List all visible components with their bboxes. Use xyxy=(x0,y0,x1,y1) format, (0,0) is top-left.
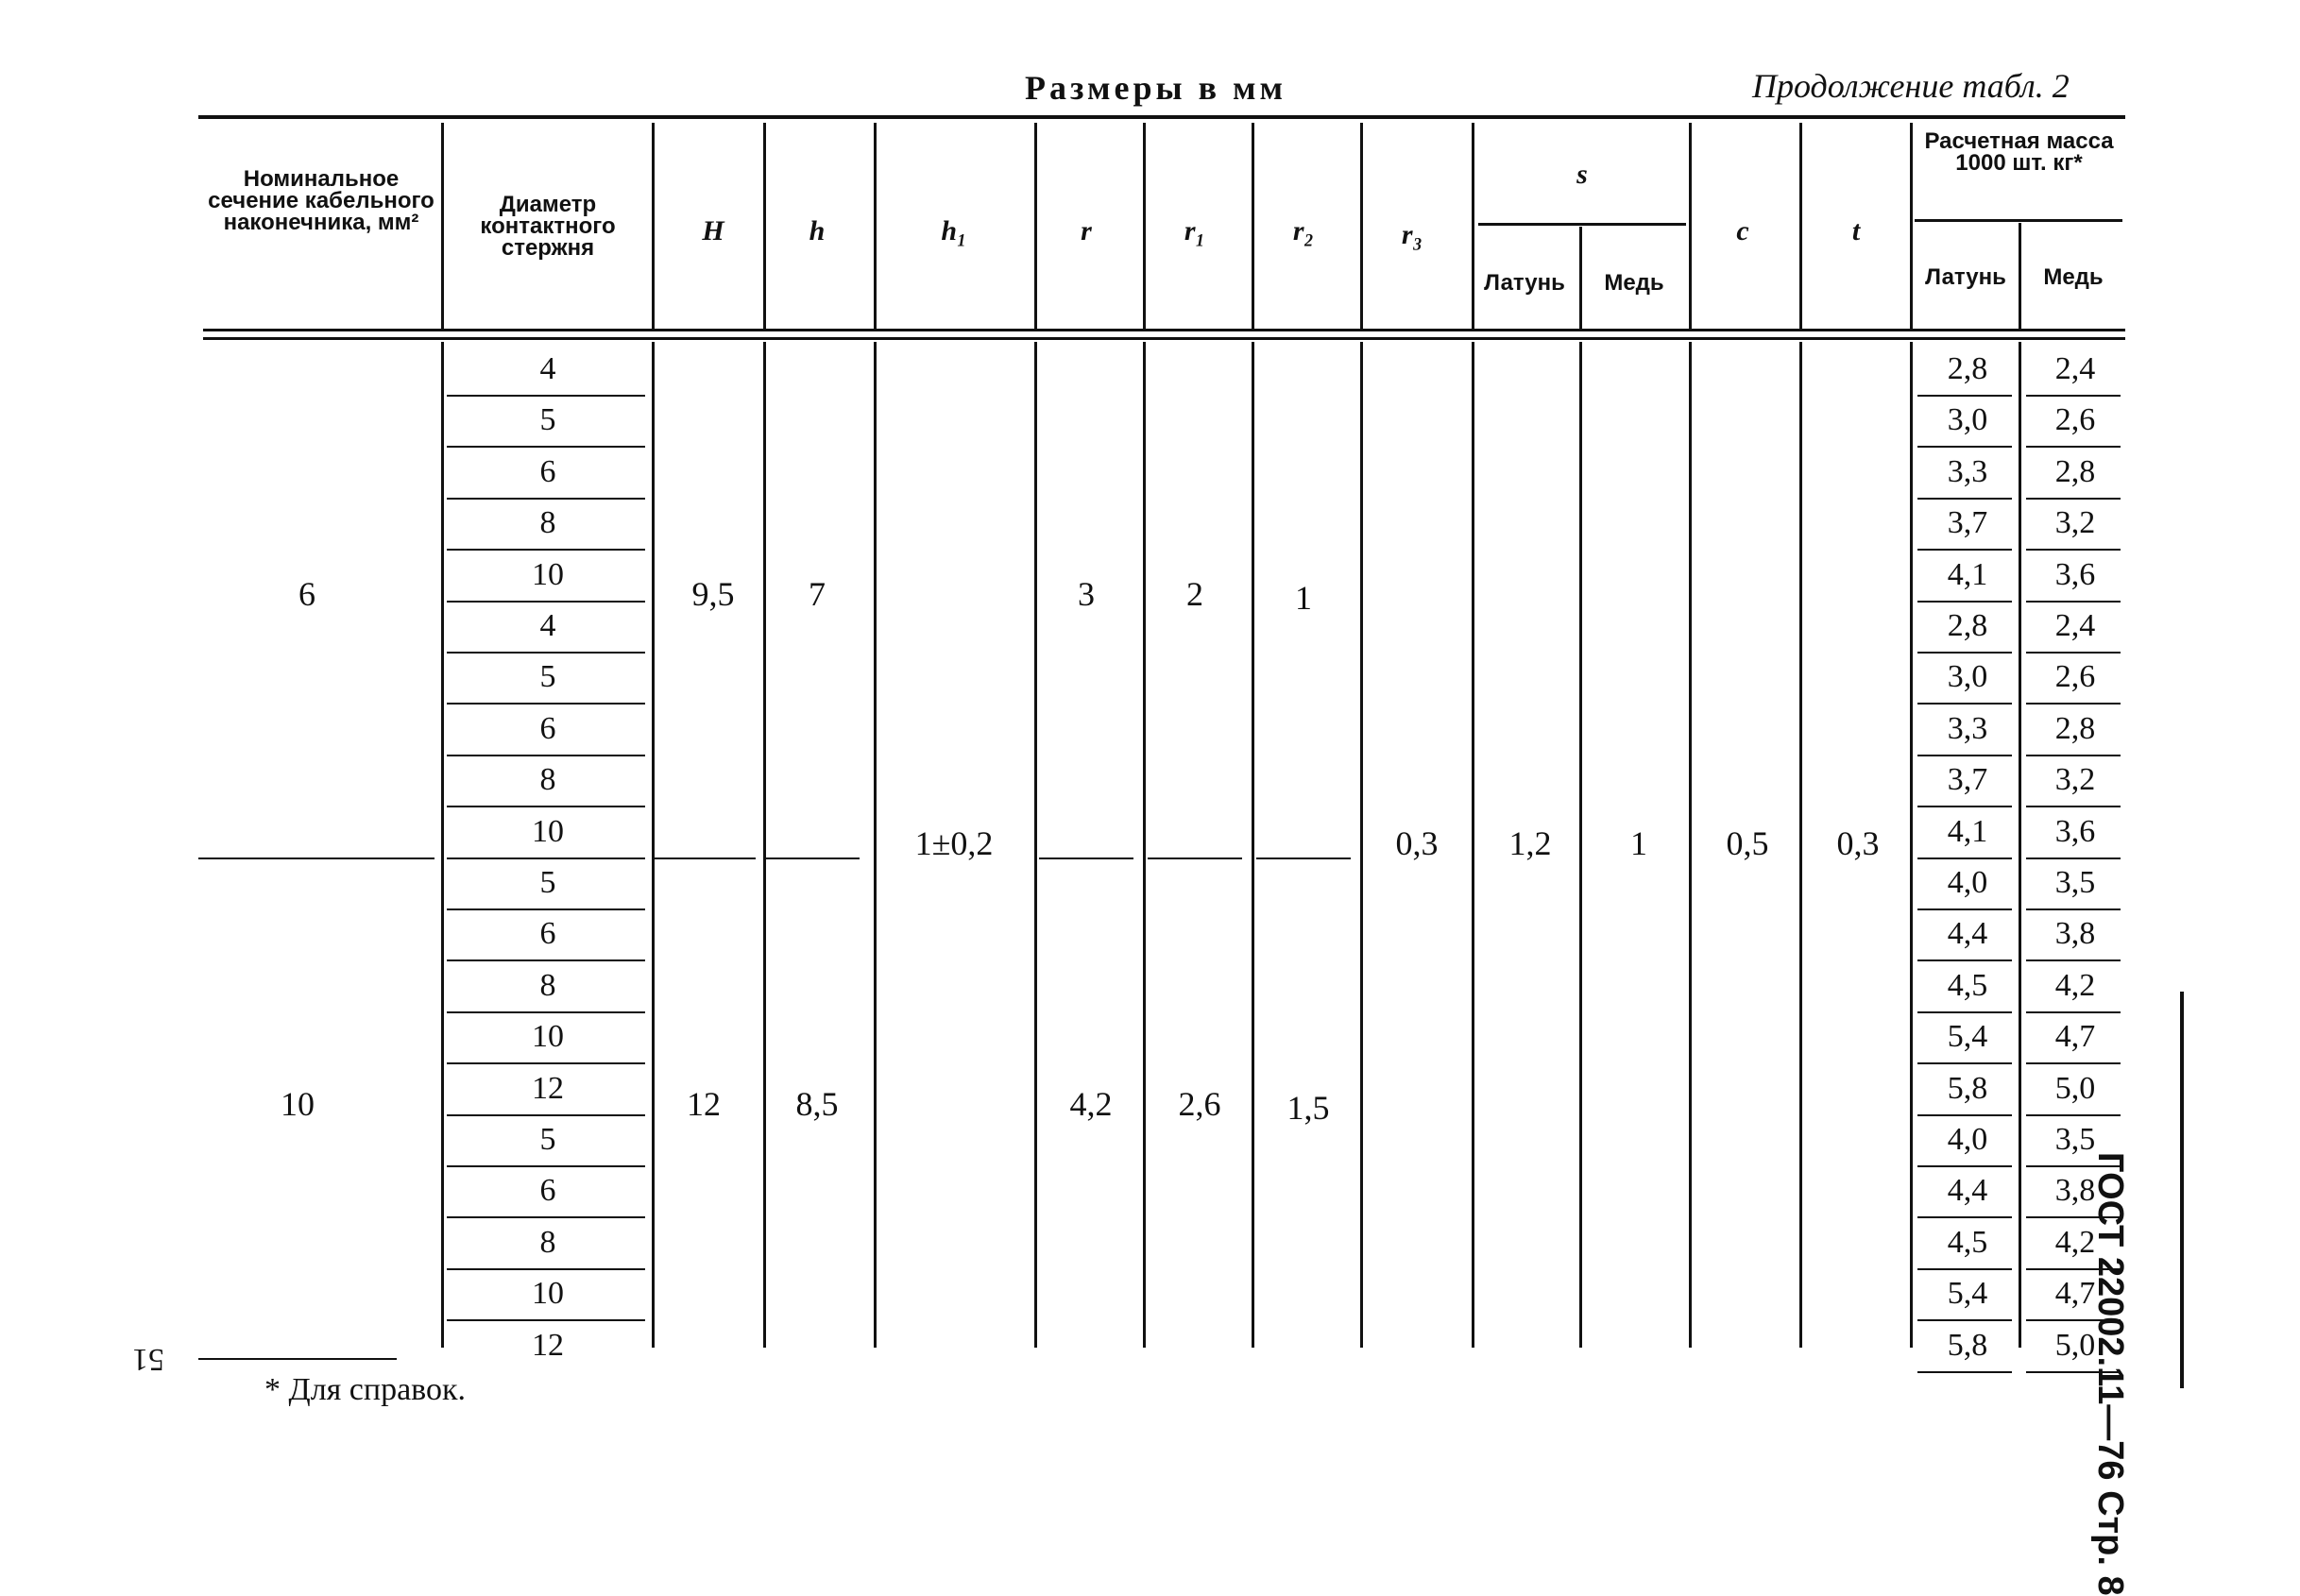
header-s-copper: Медь xyxy=(1604,270,1664,296)
mass-copper-cell: 2,8 xyxy=(2054,453,2096,489)
footnote: * Для справок. xyxy=(264,1372,467,1407)
body-column-rule xyxy=(874,342,877,1348)
diameter-row-rule xyxy=(447,549,645,551)
mass-copper-rule xyxy=(2026,857,2121,859)
header-r: r xyxy=(1081,215,1092,246)
mass-brass-cell: 3,0 xyxy=(1947,659,1988,695)
header-column-rule xyxy=(1034,123,1037,331)
diameter-cell: 5 xyxy=(539,659,556,695)
mass-copper-cell: 3,2 xyxy=(2054,505,2096,541)
group-2-h: 8,5 xyxy=(795,1085,839,1123)
header-r3: r₃ xyxy=(1401,219,1423,250)
body-column-rule xyxy=(1360,342,1363,1348)
diameter-row-rule xyxy=(447,601,645,603)
header-r2: r₂ xyxy=(1292,215,1315,246)
group-1-r: 3 xyxy=(1078,575,1095,613)
header-s: s xyxy=(1576,159,1588,190)
mass-brass-cell: 4,5 xyxy=(1947,1224,1988,1260)
diameter-row-rule xyxy=(447,498,645,500)
mass-brass-rule xyxy=(1917,1114,2012,1116)
mass-brass-rule xyxy=(1917,755,2012,756)
diameter-row-rule xyxy=(447,908,645,910)
mass-copper-rule xyxy=(2026,959,2121,961)
mass-copper-cell: 3,6 xyxy=(2054,556,2096,592)
side-label-rule xyxy=(2180,992,2184,1388)
mass-brass-cell: 4,0 xyxy=(1947,1122,1988,1157)
mass-copper-cell: 3,5 xyxy=(2054,865,2096,900)
mass-brass-cell: 5,8 xyxy=(1947,1070,1988,1106)
mass-copper-cell: 2,6 xyxy=(2054,402,2096,438)
diameter-row-rule xyxy=(447,755,645,756)
common-c: 0,5 xyxy=(1726,824,1769,862)
header-diameter: Диаметр контактного стержня xyxy=(480,192,616,261)
diameter-row-rule xyxy=(447,857,645,859)
diameter-cell: 5 xyxy=(539,402,556,438)
diameter-cell: 10 xyxy=(532,556,564,592)
diameter-row-rule xyxy=(447,395,645,397)
mass-brass-cell: 3,3 xyxy=(1947,453,1988,489)
header-mass: Расчетная масса 1000 шт. кг* xyxy=(1924,128,2114,176)
mass-brass-cell: 3,7 xyxy=(1947,505,1988,541)
common-h1: 1±0,2 xyxy=(914,824,994,862)
diameter-cell: 5 xyxy=(539,1122,556,1157)
mass-copper-cell: 2,6 xyxy=(2054,659,2096,695)
diameter-row-rule xyxy=(447,1165,645,1167)
group-2-nominal: 10 xyxy=(281,1085,315,1123)
mass-brass-rule xyxy=(1917,549,2012,551)
mass-brass-cell: 2,8 xyxy=(1947,351,1988,386)
group-2-r: 4,2 xyxy=(1069,1085,1113,1123)
mass-copper-cell: 4,7 xyxy=(2054,1019,2096,1055)
table-continuation-label: Продолжение табл. 2 xyxy=(1752,67,2070,105)
body-column-rule xyxy=(441,342,444,1348)
header-mass-brass: Латунь xyxy=(1925,264,2006,290)
mass-copper-cell: 4,2 xyxy=(2054,967,2096,1003)
page-number: 51 xyxy=(132,1342,164,1377)
group-1-nominal: 6 xyxy=(298,575,315,613)
header-column-rule xyxy=(1143,123,1146,331)
diameter-row-rule xyxy=(447,652,645,654)
header-column-rule xyxy=(1472,123,1474,331)
diameter-cell: 10 xyxy=(532,1019,564,1055)
mass-brass-rule xyxy=(1917,703,2012,705)
mass-copper-rule xyxy=(2026,1114,2121,1116)
header-t: t xyxy=(1851,215,1861,246)
mass-copper-cell: 4,2 xyxy=(2054,1224,2096,1260)
mass-copper-cell: 2,4 xyxy=(2054,608,2096,643)
group-1-r1: 2 xyxy=(1186,575,1203,613)
body-column-rule xyxy=(1143,342,1146,1348)
diameter-row-rule xyxy=(447,1062,645,1064)
header-bottom-rule-2 xyxy=(203,337,2125,340)
mass-brass-rule xyxy=(1917,959,2012,961)
body-column-rule xyxy=(1252,342,1254,1348)
mass-copper-cell: 3,8 xyxy=(2054,1173,2096,1209)
diameter-cell: 5 xyxy=(539,865,556,900)
group-separator-r1 xyxy=(1148,857,1242,859)
diameter-cell: 8 xyxy=(539,1224,556,1260)
mass-brass-rule xyxy=(1917,601,2012,603)
mass-brass-cell: 3,3 xyxy=(1947,710,1988,746)
mass-copper-rule xyxy=(2026,601,2121,603)
mass-copper-cell: 5,0 xyxy=(2054,1070,2096,1106)
group-separator-r xyxy=(1039,857,1133,859)
gost-side-label: ГОСТ 22002.11—76 Стр. 8 xyxy=(2090,1152,2130,1596)
header-s-brass: Латунь xyxy=(1484,270,1565,296)
diameter-row-rule xyxy=(447,806,645,807)
mass-copper-rule xyxy=(2026,395,2121,397)
mass-brass-cell: 4,0 xyxy=(1947,865,1988,900)
mass-brass-cell: 4,5 xyxy=(1947,967,1988,1003)
mass-brass-cell: 4,1 xyxy=(1947,813,1988,849)
header-h1: h₁ xyxy=(941,215,967,246)
diameter-cell: 12 xyxy=(532,1070,564,1106)
mass-copper-rule xyxy=(2026,446,2121,448)
diameter-cell: 6 xyxy=(539,916,556,952)
common-r3: 0,3 xyxy=(1395,824,1439,862)
group-2-r1: 2,6 xyxy=(1178,1085,1221,1123)
mass-copper-cell: 2,8 xyxy=(2054,710,2096,746)
mass-brass-cell: 5,4 xyxy=(1947,1276,1988,1312)
body-column-rule xyxy=(763,342,766,1348)
diameter-cell: 8 xyxy=(539,967,556,1003)
diameter-cell: 8 xyxy=(539,762,556,798)
body-column-rule xyxy=(1472,342,1474,1348)
mass-brass-cell: 3,0 xyxy=(1947,402,1988,438)
diameter-cell: 8 xyxy=(539,505,556,541)
diameter-cell: 6 xyxy=(539,1173,556,1209)
mass-brass-cell: 2,8 xyxy=(1947,608,1988,643)
header-column-rule xyxy=(1360,123,1363,331)
group-1-h: 7 xyxy=(809,575,826,613)
body-column-rule xyxy=(1799,342,1802,1348)
header-bottom-rule-1 xyxy=(203,329,2125,331)
mass-brass-rule xyxy=(1917,1062,2012,1064)
diameter-cell: 6 xyxy=(539,710,556,746)
mass-copper-rule xyxy=(2026,703,2121,705)
mass-copper-cell: 5,0 xyxy=(2054,1327,2096,1363)
common-t: 0,3 xyxy=(1836,824,1880,862)
group-2-r2: 1,5 xyxy=(1286,1089,1330,1127)
mass-copper-rule xyxy=(2026,498,2121,500)
mass-brass-cell: 3,7 xyxy=(1947,762,1988,798)
mass-brass-rule xyxy=(1917,806,2012,807)
mass-copper-cell: 3,5 xyxy=(2054,1122,2096,1157)
mass-subheader-rule xyxy=(1915,219,2122,222)
diameter-row-rule xyxy=(447,1319,645,1321)
mass-copper-rule xyxy=(2026,652,2121,654)
mass-brass-rule xyxy=(1917,1165,2012,1167)
diameter-row-rule xyxy=(447,1114,645,1116)
header-h: h xyxy=(809,215,826,246)
diameter-cell: 4 xyxy=(539,351,556,386)
header-nominal-section: Номинальное сечение кабельного наконечника, мм² xyxy=(208,166,434,235)
group-2-H: 12 xyxy=(687,1085,721,1123)
mass-brass-cell: 4,4 xyxy=(1947,916,1988,952)
header-mass-copper: Медь xyxy=(2043,264,2104,290)
diameter-row-rule xyxy=(447,1268,645,1270)
body-column-rule xyxy=(1034,342,1037,1348)
group-separator-r2 xyxy=(1256,857,1351,859)
diameter-cell: 4 xyxy=(539,608,556,643)
header-r1: r₁ xyxy=(1184,215,1206,246)
diameter-cell: 10 xyxy=(532,1276,564,1312)
header-column-rule xyxy=(1252,123,1254,331)
mass-copper-cell: 4,7 xyxy=(2054,1276,2096,1312)
mass-brass-rule xyxy=(1917,1319,2012,1321)
diameter-row-rule xyxy=(447,446,645,448)
mass-copper-rule xyxy=(2026,755,2121,756)
mass-brass-rule xyxy=(1917,1216,2012,1218)
mass-copper-rule xyxy=(2026,1062,2121,1064)
diameter-row-rule xyxy=(447,959,645,961)
diameter-row-rule xyxy=(447,1216,645,1218)
mass-copper-rule xyxy=(2026,1011,2121,1013)
mass-brass-rule xyxy=(1917,857,2012,859)
header-column-rule xyxy=(874,123,877,331)
mass-copper-rule xyxy=(2026,549,2121,551)
s-subheader-rule xyxy=(1478,223,1686,226)
group-1-r2: 1 xyxy=(1295,579,1312,617)
mass-copper-cell: 3,6 xyxy=(2054,813,2096,849)
common-s-brass: 1,2 xyxy=(1508,824,1552,862)
mass-brass-rule xyxy=(1917,1011,2012,1013)
mass-brass-rule xyxy=(1917,1268,2012,1270)
mass-brass-rule xyxy=(1917,1371,2012,1373)
header-H: H xyxy=(702,215,724,246)
common-s-copper: 1 xyxy=(1630,824,1647,862)
mass-brass-rule xyxy=(1917,908,2012,910)
mass-brass-cell: 4,1 xyxy=(1947,556,1988,592)
mass-copper-rule xyxy=(2026,908,2121,910)
group-separator-nominal xyxy=(198,857,434,859)
mass-copper-cell: 3,8 xyxy=(2054,916,2096,952)
header-column-rule xyxy=(1799,123,1802,331)
mass-brass-cell: 4,4 xyxy=(1947,1173,1988,1209)
mass-brass-cell: 5,8 xyxy=(1947,1327,1988,1363)
group-separator-h xyxy=(765,857,860,859)
diameter-cell: 6 xyxy=(539,453,556,489)
table-units-title: Размеры в мм xyxy=(1025,69,1287,107)
group-1-H: 9,5 xyxy=(691,575,735,613)
body-column-rule xyxy=(1910,342,1913,1348)
mass-copper-cell: 2,4 xyxy=(2054,351,2096,386)
mass-brass-rule xyxy=(1917,652,2012,654)
footnote-rule xyxy=(198,1358,397,1360)
diameter-cell: 12 xyxy=(532,1327,564,1363)
mass-copper-cell: 3,2 xyxy=(2054,762,2096,798)
mass-brass-rule xyxy=(1917,498,2012,500)
diameter-row-rule xyxy=(447,703,645,705)
mass-brass-rule xyxy=(1917,395,2012,397)
group-separator-H xyxy=(652,857,756,859)
top-rule xyxy=(198,115,2125,119)
diameter-row-rule xyxy=(447,1011,645,1013)
diameter-cell: 10 xyxy=(532,813,564,849)
mass-copper-rule xyxy=(2026,806,2121,807)
body-column-rule xyxy=(652,342,655,1348)
header-c: c xyxy=(1736,215,1749,246)
mass-brass-rule xyxy=(1917,446,2012,448)
header-column-rule xyxy=(652,123,655,331)
mass-brass-cell: 5,4 xyxy=(1947,1019,1988,1055)
